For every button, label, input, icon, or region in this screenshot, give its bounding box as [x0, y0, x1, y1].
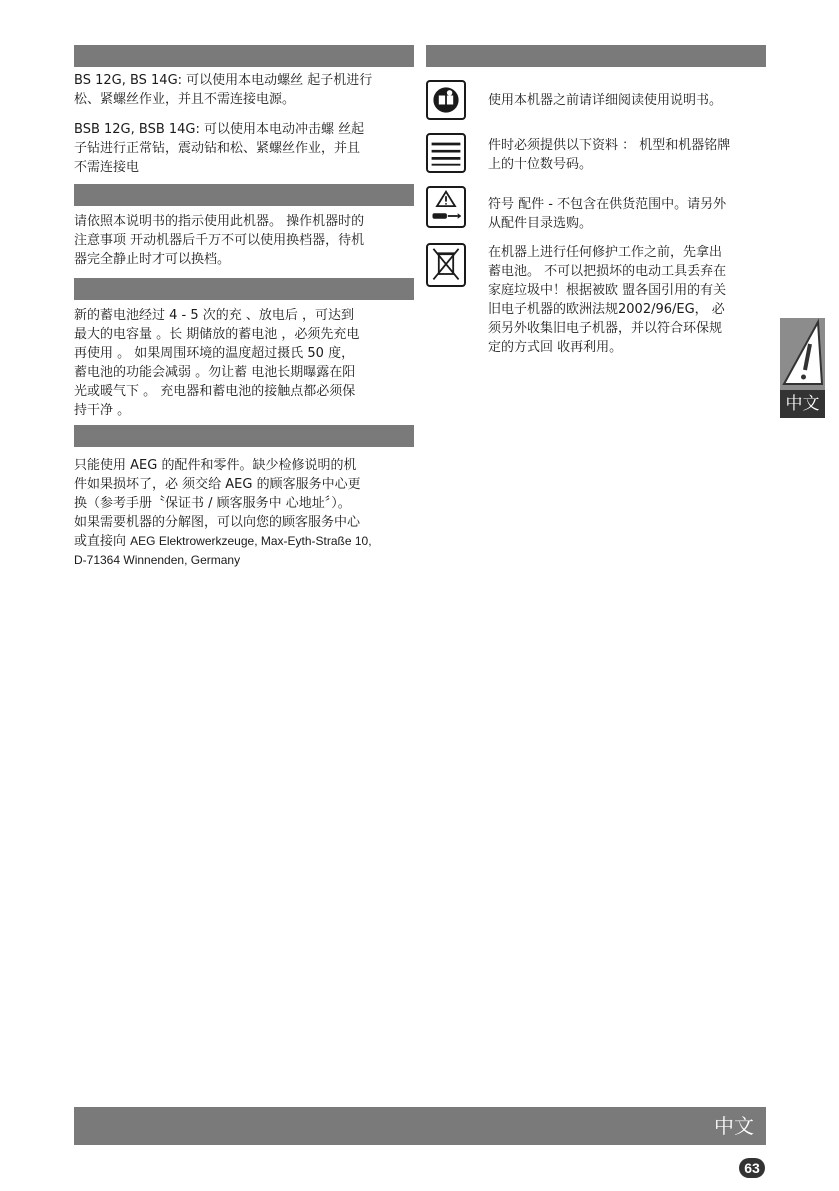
- text-line: 新的蓄电池经过 4 - 5 次的充 、放电后 ，可达到: [74, 308, 355, 323]
- text-line: 在机器上进行任何修护工作之前，先拿出: [488, 245, 723, 260]
- text-line: [74, 532, 419, 551]
- symbol-text-accessory: [488, 195, 768, 233]
- text-line: 最大的电容量 。长 期储放的蓄电池 ，必须先充电: [74, 327, 360, 342]
- text-line: 再使用 。 如果周围环境的温度超过摄氏 50 度，: [74, 346, 355, 361]
- text-line: 蓄电池。 不可以把损坏的电动工具丢弃在: [488, 264, 727, 279]
- accessory-warning-icon: [426, 186, 466, 228]
- para-service: [74, 456, 419, 570]
- language-side-tab: [780, 318, 825, 418]
- footer-bar: [74, 1107, 766, 1145]
- text-line: 件时必须提供以下资料 ： 机型和机器铭牌: [488, 138, 731, 153]
- text-line: 蓄电池的功能会减弱 。勿让蓄 电池长期曝露在阳: [74, 365, 356, 380]
- para-bs: [74, 71, 419, 109]
- section-bar-service: [74, 425, 414, 447]
- text-line: 如果需要机器的分解图，可以向您的顾客服务中心: [74, 515, 361, 530]
- text-line: 件如果损坏了，必 须交给 AEG 的顾客服务中心更: [74, 477, 361, 492]
- text-line: 定的方式回 收再利用。: [488, 340, 623, 355]
- text-line: 换（参考手册〝保证书 / 顾客服务中 心地址〞）。: [74, 496, 351, 511]
- section-bar-battery: [74, 278, 414, 300]
- side-tab-label: 中文: [785, 394, 820, 414]
- text-line: 松、紧螺丝作业，并且不需连接电源。: [74, 92, 296, 107]
- section-bar-symbols: [426, 45, 766, 67]
- section-bar-usage: [74, 45, 414, 67]
- para-bsb: [74, 120, 419, 177]
- text-line: 请依照本说明书的指示使用此机器。 操作机器时的: [74, 214, 365, 229]
- section-bar-operation: [74, 184, 414, 206]
- para-battery: [74, 306, 419, 420]
- text-line: 符号 配件 - 不包含在供货范围中。请另外: [488, 197, 727, 212]
- text-line: 须另外收集旧电子机器，并以符合环保规: [488, 321, 723, 336]
- text-line: 不需连接电: [74, 160, 140, 175]
- text-line: 器完全静止时才可以换档。: [74, 252, 231, 267]
- text-line: BS 12G, BS 14G: 可以使用本电动螺丝 起子机进行: [74, 73, 373, 88]
- page-number: 63: [739, 1158, 765, 1178]
- symbol-text-disposal: [488, 243, 768, 357]
- text-span: 或直接向: [74, 534, 131, 549]
- address-text: AEG Elektrowerkzeuge, Max-Eyth-Straße 10,: [130, 534, 372, 548]
- text-line: 家庭垃圾中！根据被欧 盟各国引用的有关: [488, 283, 727, 298]
- text-line: BSB 12G, BSB 14G: 可以使用本电动冲击螺 丝起: [74, 122, 365, 137]
- symbol-text-manual: [488, 91, 768, 110]
- text-line: 子钻进行正常钻，震动钻和松、紧螺丝作业，并且: [74, 141, 361, 156]
- text-line: 使用本机器之前请详细阅读使用说明书。: [488, 93, 723, 108]
- crossed-bin-icon: [426, 243, 466, 287]
- text-line: 只能使用 AEG 的配件和零件。缺少检修说明的机: [74, 458, 357, 473]
- text-line: 旧电子机器的欧洲法规2002/96/EG， 必: [488, 302, 725, 317]
- text-line: 光或暖气下 。 充电器和蓄电池的接触点都必须保: [74, 384, 356, 399]
- text-line: 持干净 。: [74, 403, 131, 418]
- symbol-text-nameplate: [488, 136, 768, 174]
- para-operation: [74, 212, 419, 269]
- warning-triangle-icon: [780, 318, 825, 390]
- read-manual-icon: [426, 80, 466, 120]
- nameplate-icon: [426, 133, 466, 173]
- text-line: 上的十位数号码。: [488, 157, 593, 172]
- footer-language-label: 中文: [714, 1114, 754, 1138]
- address-text: D-71364 Winnenden, Germany: [74, 553, 241, 567]
- text-line: 注意事项 开动机器后千万不可以使用换档器，待机: [74, 233, 365, 248]
- text-line: 从配件目录选购。: [488, 216, 593, 231]
